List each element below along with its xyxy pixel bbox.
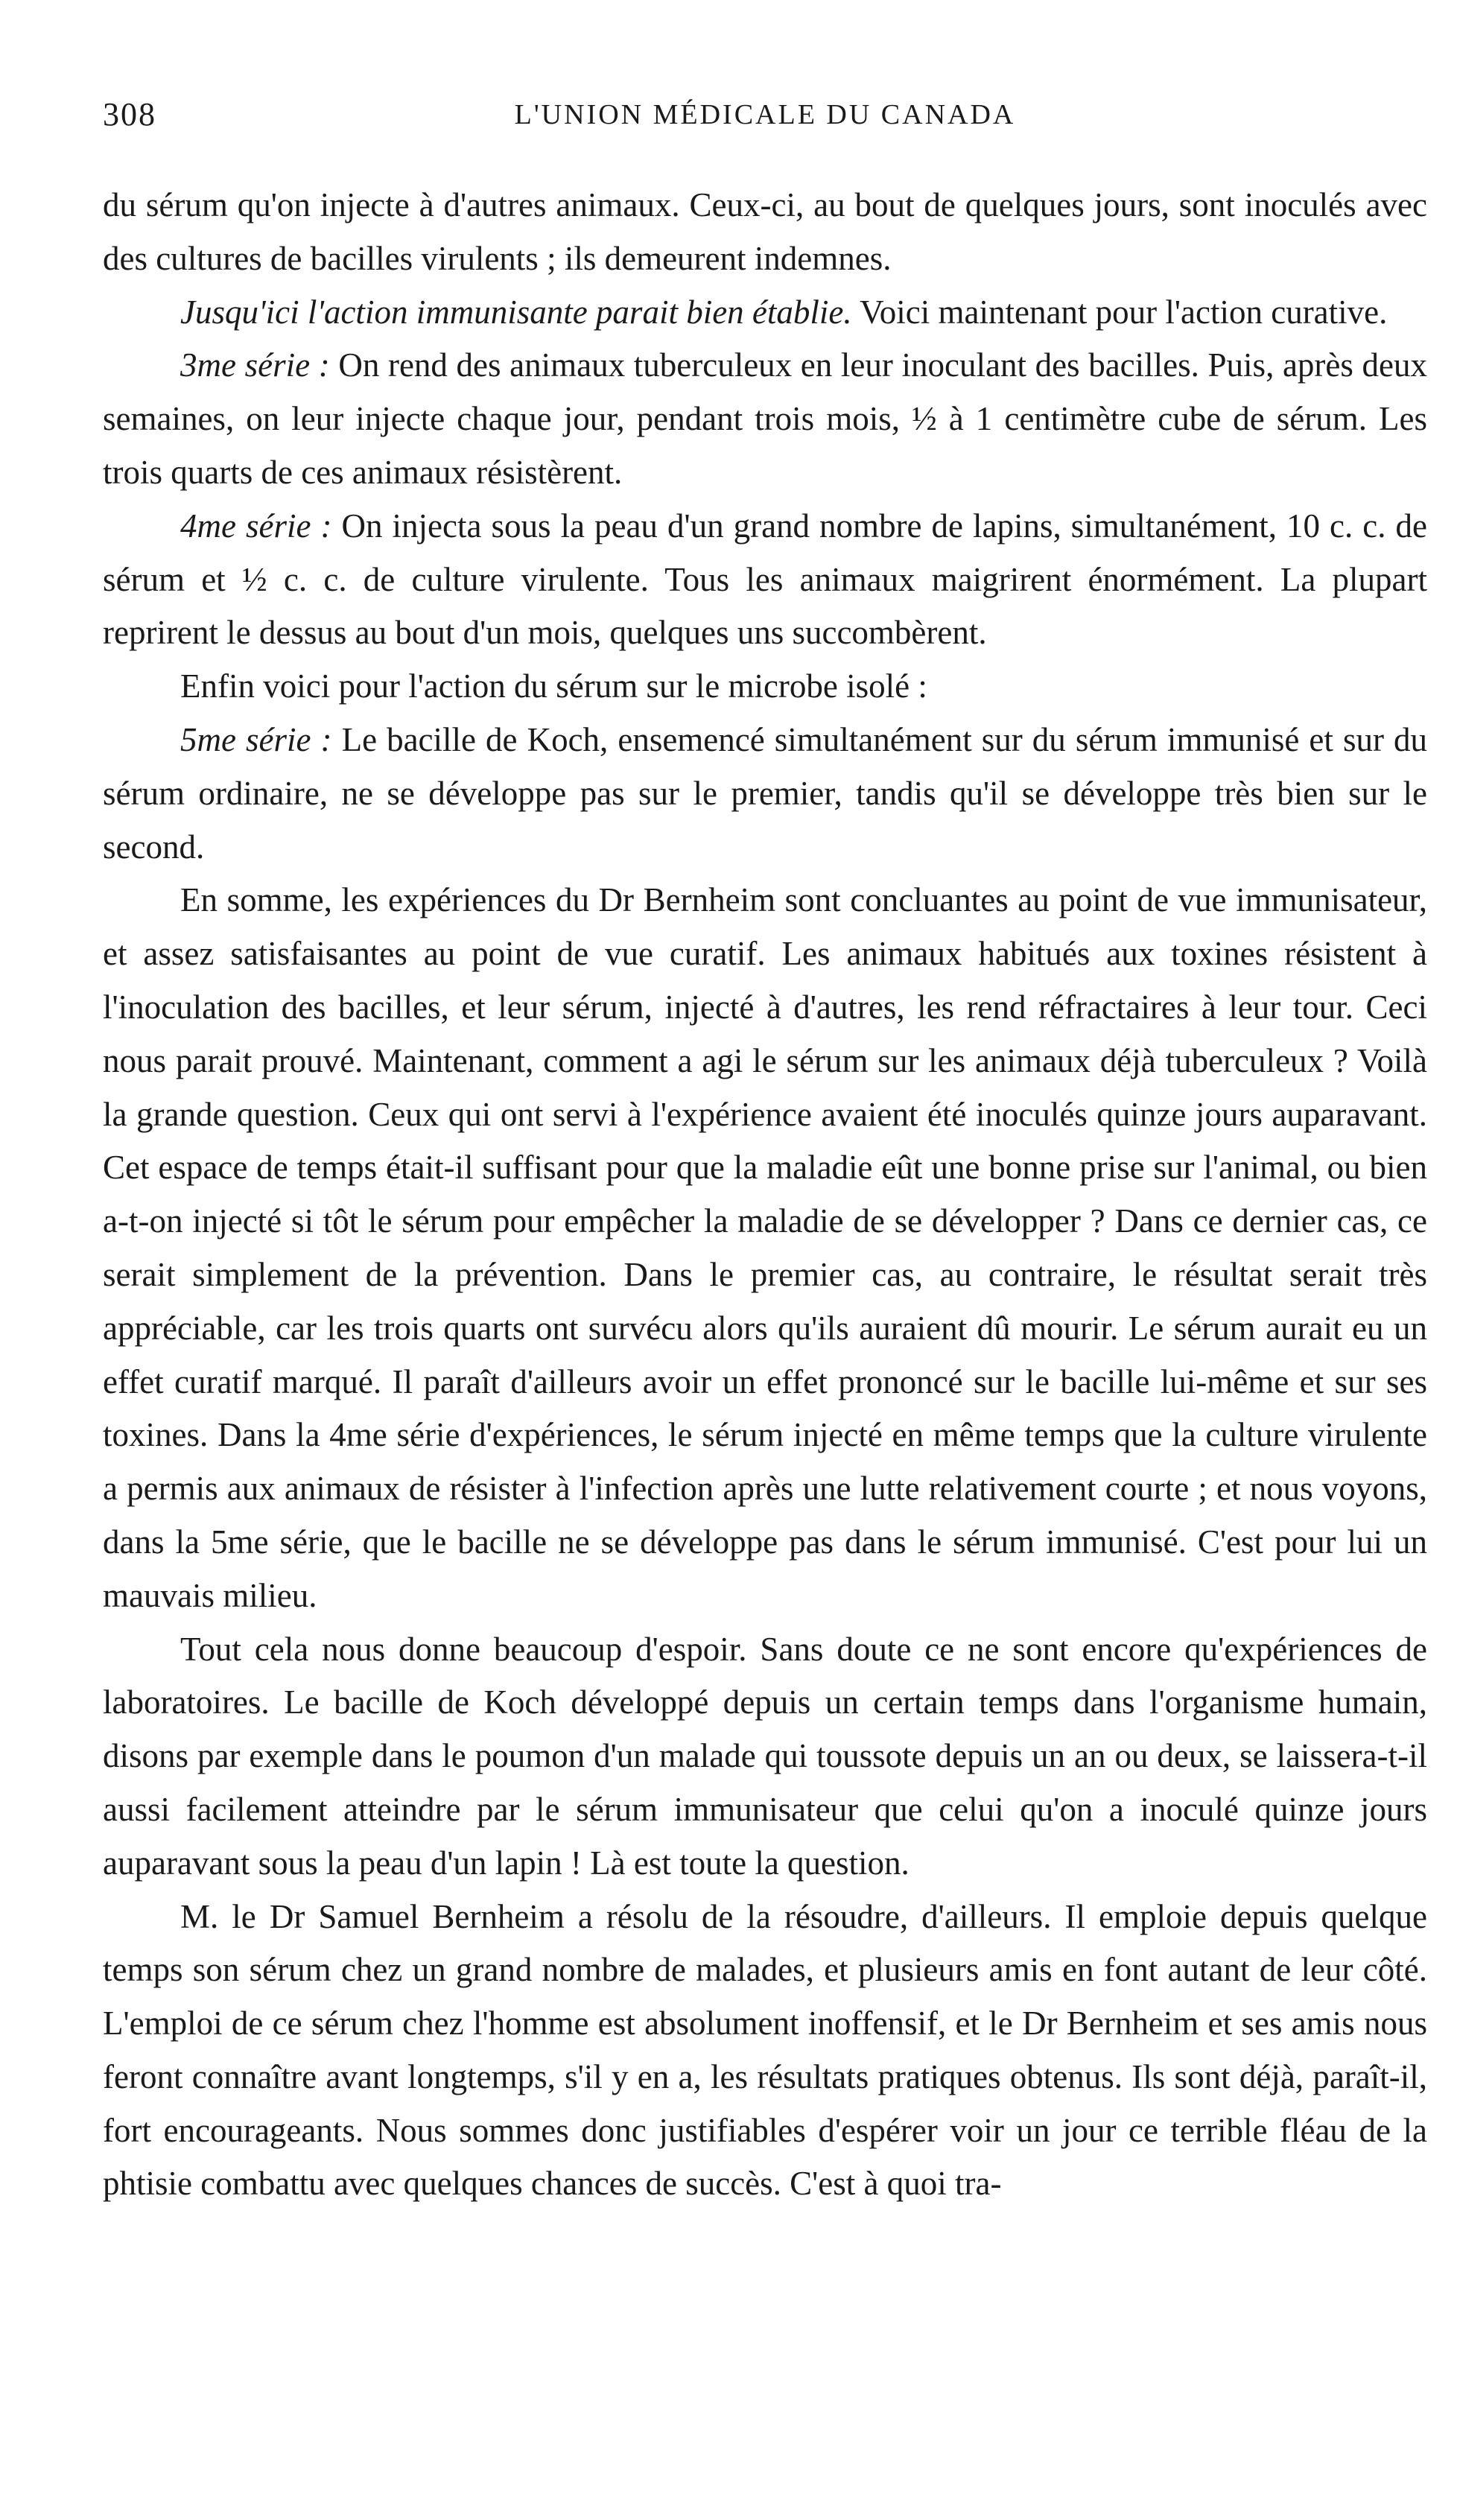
series-label: 4me série : [180, 507, 332, 545]
article-body [103, 179, 1427, 2211]
series-label: 3me série : [180, 346, 330, 384]
paragraph-summary [103, 874, 1427, 1622]
journal-title: L'UNION MÉDICALE DU CANADA [514, 99, 1016, 130]
page-number: 308 [103, 96, 156, 133]
paragraph-text: On injecta sous la peau d'un grand nombre de lapins, simultanément, 10 c. c. de sérum et ½ c. c. de culture virulente. Tous les animaux maigrirent énormément. La plupart reprirent le dessus au bout d'un mois, quelques uns succombèrent. [103, 507, 1427, 652]
paragraph-text: du sérum qu'on injecte à d'autres animaux. Ceux-ci, au bout de quelques jours, sont inoculés avec des cultures de bacilles virulents ; ils demeurent indemnes. [103, 186, 1427, 277]
paragraph-series-4 [103, 500, 1427, 660]
paragraph-bernheim-trials [103, 1891, 1427, 2212]
paragraph-series-3 [103, 339, 1427, 499]
italic-statement: Jusqu'ici l'action immunisante parait bien établie. [180, 293, 852, 331]
paragraph-text: Enfin voici pour l'action du sérum sur le microbe isolé : [180, 667, 927, 705]
series-label: 5me série : [180, 720, 332, 758]
paragraph-text: Le bacille de Koch, ensemencé simultanément sur du sérum immunisé et sur du sérum ordinaire, ne se développe pas sur le premier, tandis qu'il se développe très bien sur le second. [103, 720, 1427, 866]
paragraph-immunizing-action [103, 286, 1427, 340]
paragraph-text: M. le Dr Samuel Bernheim a résolu de la résoudre, d'ailleurs. Il emploie depuis quelque temps son sérum chez un grand nombre de malades, et plusieurs amis en font autant de leur côté. L'emploi de ce sérum chez l'homme est absolument inoffensif, et le Dr Bernheim et ses amis nous feront connaître avant longtemps, s'il y en a, les résultats pratiques obtenus. Ils sont déjà, paraît-il, fort encourageants. Nous sommes donc justifiables d'espérer voir un jour ce terrible fléau de la phtisie combattu avec quelques chances de succès. C'est à quoi tra- [103, 1897, 1427, 2203]
paragraph-series-5 [103, 714, 1427, 874]
paragraph-isolated-microbe [103, 660, 1427, 714]
paragraph-text: Voici maintenant pour l'action curative. [851, 293, 1388, 331]
running-header [103, 89, 1427, 134]
paragraph-serum-inoculation [103, 179, 1427, 286]
paragraph-hope [103, 1623, 1427, 1891]
paragraph-text: On rend des animaux tuberculeux en leur inoculant des bacilles. Puis, après deux semaines, on leur injecte chaque jour, pendant trois mois, ½ à 1 centimètre cube de sérum. Les trois quarts de ces animaux résistèrent. [103, 346, 1427, 491]
paragraph-text: Tout cela nous donne beaucoup d'espoir. Sans doute ce ne sont encore qu'expériences de laboratoires. Le bacille de Koch développé depuis un certain temps dans l'organisme humain, disons par exemple dans le poumon d'un malade qui toussote depuis un an ou deux, se laissera-t-il aussi facilement atteindre par le sérum immunisateur que celui qu'on a inoculé quinze jours auparavant sous la peau d'un lapin ! Là est toute la question. [103, 1630, 1427, 1882]
paragraph-text: En somme, les expériences du Dr Bernheim sont concluantes au point de vue immunisateur, et assez satisfaisantes au point de vue curatif. Les animaux habitués aux toxines résistent à l'inoculation des bacilles, et leur sérum, injecté à d'autres, les rend réfractaires à leur tour. Ceci nous parait prouvé. Maintenant, comment a agi le sérum sur les animaux déjà tuberculeux ? Voilà la grande question. Ceux qui ont servi à l'expérience avaient été inoculés quinze jours auparavant. Cet espace de temps était-il suffisant pour que la maladie eût une bonne prise sur l'animal, ou bien a-t-on injecté si tôt le sérum pour empêcher la maladie de se développer ? Dans ce dernier cas, ce serait simplement de la prévention. Dans le premier cas, au contraire, le résultat serait très appréciable, car les trois quarts ont survécu alors qu'ils auraient dû mourir. Le sérum aurait eu un effet curatif marqué. Il paraît d'ailleurs avoir un effet prononcé sur le bacille lui-même et sur ses toxines. Dans la 4me série d'expériences, le sérum injecté en même temps que la culture virulente a permis aux animaux de résister à l'infection après une lutte relativement courte ; et nous voyons, dans la 5me série, que le bacille ne se développe pas dans le sérum immunisé. C'est pour lui un mauvais milieu. [103, 881, 1427, 1614]
